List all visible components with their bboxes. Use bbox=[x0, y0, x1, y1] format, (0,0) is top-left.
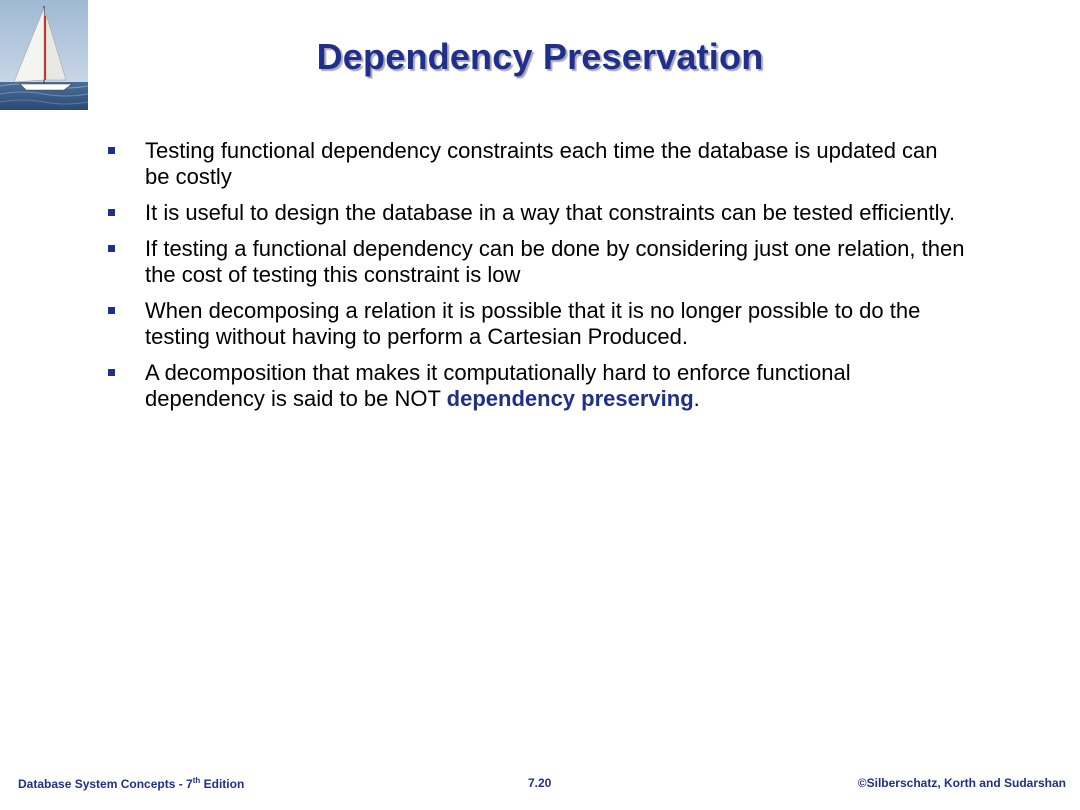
bullet-text-before: A decomposition that makes it computationally hard to enforce functional dependency is said to be NOT bbox=[145, 360, 851, 411]
footer-book-suffix: Edition bbox=[200, 777, 245, 791]
slide-footer bbox=[0, 776, 1080, 792]
bullet-item bbox=[105, 200, 965, 226]
footer-book-prefix: Database System Concepts - 7 bbox=[18, 777, 193, 791]
square-bullet-icon bbox=[108, 245, 115, 252]
square-bullet-icon bbox=[108, 369, 115, 376]
bullet-text: If testing a functional dependency can be done by considering just one relation, then the cost of testing this constraint is low bbox=[145, 236, 965, 287]
bullet-text: It is useful to design the database in a way that constraints can be tested efficiently. bbox=[145, 200, 956, 225]
bullet-text: When decomposing a relation it is possible that it is no longer possible to do the testing without having to perform a Cartesian Produced. bbox=[145, 298, 921, 349]
bullet-list bbox=[105, 138, 965, 422]
emphasized-term: dependency preserving bbox=[446, 386, 694, 411]
bullet-text: Testing functional dependency constraints each time the database is updated can be costly bbox=[145, 138, 938, 189]
slide-title: Dependency Preservation bbox=[316, 36, 764, 77]
square-bullet-icon bbox=[108, 307, 115, 314]
bullet-item bbox=[105, 298, 965, 350]
square-bullet-icon bbox=[108, 209, 115, 216]
square-bullet-icon bbox=[108, 147, 115, 154]
bullet-item bbox=[105, 236, 965, 288]
bullet-text-after: . bbox=[693, 386, 700, 411]
footer-book-sup: th bbox=[192, 776, 201, 785]
footer-book-title bbox=[18, 776, 244, 791]
bullet-text bbox=[145, 360, 851, 411]
footer-copyright: ©Silberschatz, Korth and Sudarshan bbox=[857, 776, 1066, 790]
bullet-item bbox=[105, 360, 965, 412]
bullet-item bbox=[105, 138, 965, 190]
footer-page-number: 7.20 bbox=[528, 776, 552, 790]
